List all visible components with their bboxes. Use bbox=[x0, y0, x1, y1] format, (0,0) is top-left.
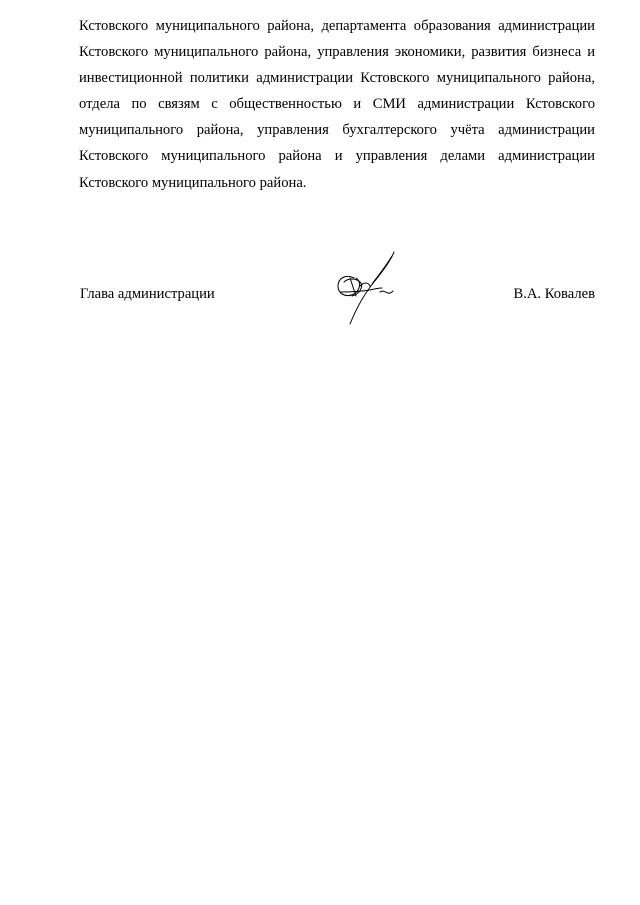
handwritten-signature bbox=[330, 248, 400, 328]
body-paragraph bbox=[79, 13, 595, 196]
paragraph-line: Кстовского муниципального района и управления делами администрации bbox=[79, 148, 595, 165]
paragraph-line: Кстовского муниципального района. bbox=[79, 174, 307, 191]
position-title: Глава администрации bbox=[80, 286, 215, 302]
paragraph-line: Кстовского муниципального района, департамента образования администрации bbox=[79, 18, 595, 34]
paragraph-line: отдела по связям с общественностью и СМИ администрации Кстовского bbox=[79, 96, 595, 113]
paragraph-line: муниципального района, управления бухгалтерского учёта администрации bbox=[79, 122, 595, 139]
paragraph-line: Кстовского муниципального района, управления экономики, развития бизнеса и bbox=[79, 44, 595, 61]
paragraph-line: инвестиционной политики администрации Кстовского муниципального района, bbox=[79, 70, 595, 87]
signer-name: В.А. Ковалев bbox=[513, 286, 595, 302]
